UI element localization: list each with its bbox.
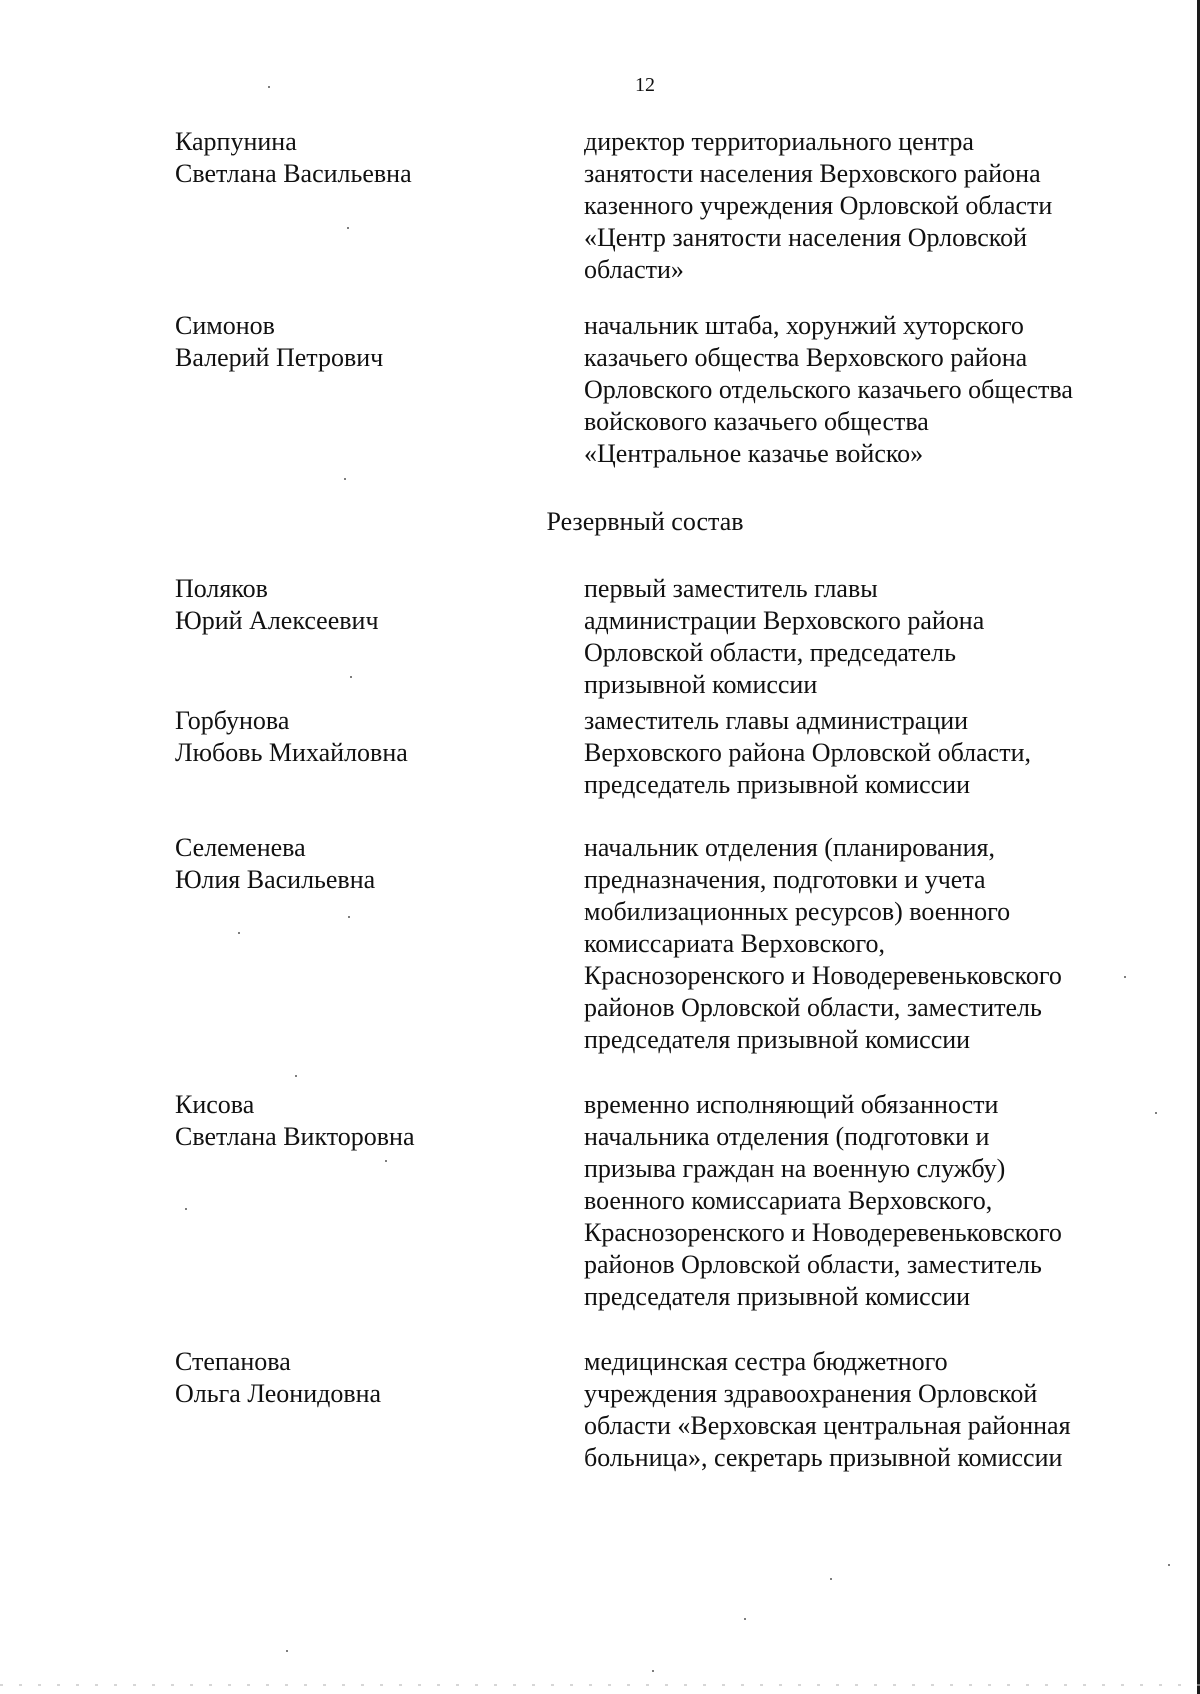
- role-line: «Центр занятости населения Орловской: [584, 223, 1028, 252]
- scan-speck: [830, 1578, 832, 1580]
- role-line: Верховского района Орловской области,: [584, 738, 1032, 767]
- member-name: [175, 1346, 575, 1410]
- scan-noise-strip: [0, 1684, 1200, 1686]
- member-name: [175, 573, 575, 637]
- role-line: призывной комиссии: [584, 670, 818, 699]
- member-role: [584, 126, 1144, 286]
- member-role: [584, 1089, 1144, 1313]
- member-given-names: Валерий Петрович: [175, 343, 384, 372]
- member-given-names: Юрий Алексеевич: [175, 606, 379, 635]
- member-role: [584, 310, 1144, 470]
- role-line: учреждения здравоохранения Орловской: [584, 1379, 1038, 1408]
- role-line: Краснозоренского и Новодеревеньковского: [584, 961, 1062, 990]
- role-line: первый заместитель главы: [584, 574, 878, 603]
- member-name: [175, 310, 575, 374]
- role-line: медицинская сестра бюджетного: [584, 1347, 948, 1376]
- role-line: мобилизационных ресурсов) военного: [584, 897, 1011, 926]
- role-line: администрации Верховского района: [584, 606, 985, 635]
- scan-speck: [348, 916, 350, 918]
- member-name: [175, 705, 575, 769]
- member-surname: Поляков: [175, 574, 268, 603]
- role-line: районов Орловской области, заместитель: [584, 1250, 1042, 1279]
- page-number: 12: [635, 74, 655, 96]
- member-name: [175, 1089, 575, 1153]
- member-surname: Кисова: [175, 1090, 255, 1119]
- role-line: Краснозоренского и Новодеревеньковского: [584, 1218, 1062, 1247]
- role-line: районов Орловской области, заместитель: [584, 993, 1042, 1022]
- scan-speck: [286, 1650, 288, 1652]
- role-line: «Центральное казачье войско»: [584, 439, 924, 468]
- role-line: директор территориального центра: [584, 127, 974, 156]
- scan-speck: [185, 1208, 187, 1210]
- member-name: [175, 126, 575, 190]
- member-surname: Карпунина: [175, 127, 297, 156]
- scan-speck: [385, 1160, 387, 1162]
- member-surname: Горбунова: [175, 706, 290, 735]
- role-line: казачьего общества Верховского района: [584, 343, 1028, 372]
- member-surname: Симонов: [175, 311, 275, 340]
- role-line: заместитель главы администрации: [584, 706, 969, 735]
- role-line: военного комиссариата Верховского,: [584, 1186, 993, 1215]
- member-role: [584, 705, 1144, 801]
- member-given-names: Любовь Михайловна: [175, 738, 408, 767]
- role-line: начальник отделения (планирования,: [584, 833, 995, 862]
- role-line: области «Верховская центральная районная: [584, 1411, 1071, 1440]
- role-line: занятости населения Верховского района: [584, 159, 1041, 188]
- member-given-names: Юлия Васильевна: [175, 865, 376, 894]
- scan-speck: [347, 227, 349, 229]
- role-line: призыва граждан на военную службу): [584, 1154, 1006, 1183]
- scan-speck: [350, 676, 352, 678]
- member-surname: Степанова: [175, 1347, 291, 1376]
- member-given-names: Ольга Леонидовна: [175, 1379, 382, 1408]
- role-line: начальника отделения (подготовки и: [584, 1122, 990, 1151]
- scan-speck: [268, 86, 270, 88]
- scan-speck: [652, 1670, 654, 1672]
- role-line: временно исполняющий обязанности: [584, 1090, 999, 1119]
- member-name: [175, 832, 575, 896]
- member-given-names: Светлана Васильевна: [175, 159, 412, 188]
- scan-speck: [1168, 1564, 1170, 1566]
- role-line: председатель призывной комиссии: [584, 770, 970, 799]
- scan-speck: [238, 932, 240, 934]
- reserve-section-heading: Резервный состав: [546, 507, 744, 536]
- role-line: больница», секретарь призывной комиссии: [584, 1443, 1063, 1472]
- member-role: [584, 1346, 1144, 1474]
- role-line: председателя призывной комиссии: [584, 1282, 971, 1311]
- role-line: Орловской области, председатель: [584, 638, 956, 667]
- role-line: начальник штаба, хорунжий хуторского: [584, 311, 1024, 340]
- member-role: [584, 573, 1144, 701]
- role-line: предназначения, подготовки и учета: [584, 865, 986, 894]
- role-line: области»: [584, 255, 684, 284]
- role-line: Орловского отдельского казачьего общества: [584, 375, 1073, 404]
- scan-speck: [744, 1618, 746, 1620]
- role-line: казенного учреждения Орловской области: [584, 191, 1053, 220]
- scan-speck: [344, 478, 346, 480]
- scan-speck: [1124, 976, 1126, 978]
- member-given-names: Светлана Викторовна: [175, 1122, 415, 1151]
- role-line: комиссариата Верховского,: [584, 929, 886, 958]
- scan-speck: [1155, 1112, 1157, 1114]
- role-line: войскового казачьего общества: [584, 407, 929, 436]
- scan-speck: [295, 1075, 297, 1077]
- member-role: [584, 832, 1144, 1056]
- role-line: председателя призывной комиссии: [584, 1025, 971, 1054]
- member-surname: Селеменева: [175, 833, 306, 862]
